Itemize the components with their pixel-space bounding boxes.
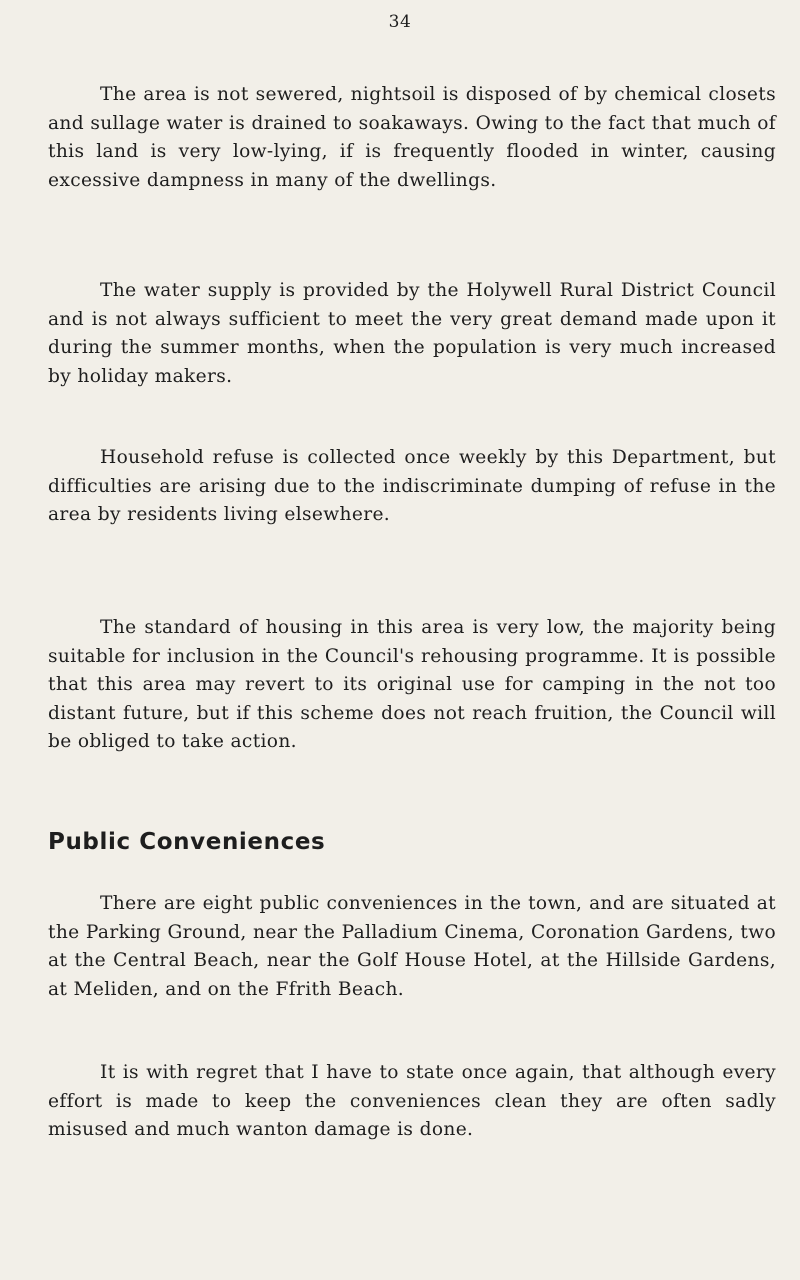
paragraph-housing-standard: The standard of housing in this area is very low, the majority being suitable for inclusion in the Council's rehousing programme. It is possible that this area may revert to its original use for camping in the not too distant future, but if this scheme does not reach fruition, the Council will be obliged to take action.	[48, 617, 776, 752]
paragraph-sewerage: The area is not sewered, nightsoil is disposed of by chemical closets and sullage water is drained to soakaways. Owing to the fact that much of this land is very low-lying, if is frequently flooded in winter, causing excessive dampness in many of the dwellings.	[48, 84, 776, 191]
paragraph-conveniences-misuse: It is with regret that I have to state once again, that although every effort is made to keep the conveniences clean they are often sadly misused and much wanton damage is done.	[48, 1062, 776, 1140]
paragraph-household-refuse: Household refuse is collected once weekly by this Department, but difficulties are arising due to the indiscriminate dumping of refuse in the area by residents living elsewhere.	[48, 447, 776, 525]
paragraph-water-supply: The water supply is provided by the Holywell Rural District Council and is not always sufficient to meet the very great demand made upon it during the summer months, when the population is very much increased by holiday makers.	[48, 280, 776, 387]
page-number: 34	[388, 12, 412, 32]
section-heading-public-conveniences: Public Conveniences	[48, 829, 326, 855]
paragraph-conveniences-locations: There are eight public conveniences in the town, and are situated at the Parking Ground, near the Palladium Cinema, Coronation Gardens, two at the Central Beach, near the Golf House Hotel, at the Hillside Gardens, at Meliden, and on the Ffrith Beach.	[48, 893, 776, 1000]
